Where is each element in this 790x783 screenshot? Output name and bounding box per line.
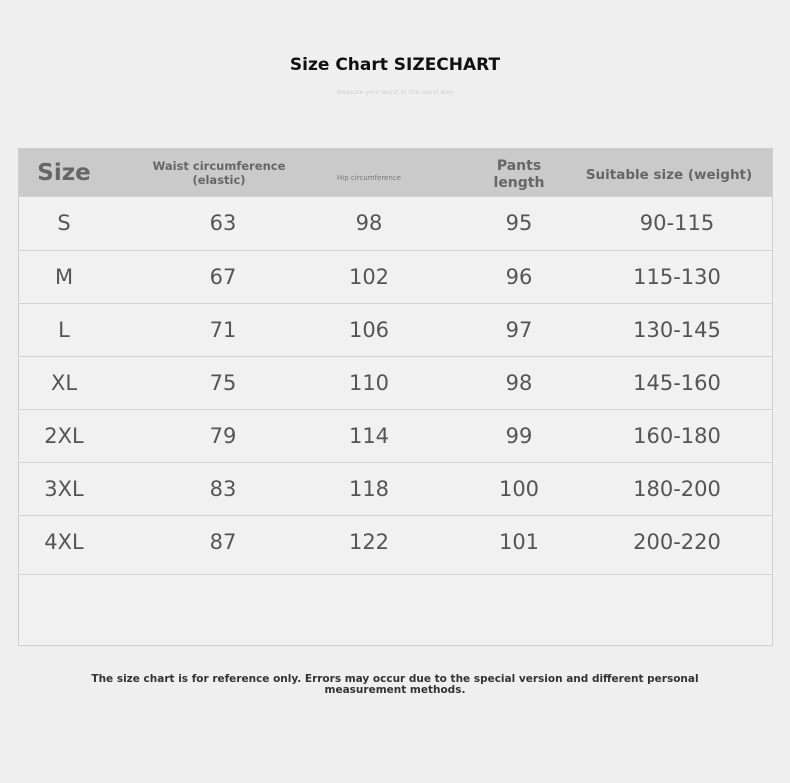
size-cell: XL (50, 371, 78, 395)
pants-length-cell: 97 (505, 318, 533, 342)
waist-cell: 67 (209, 265, 237, 289)
hip-cell: 110 (348, 371, 390, 395)
hip-cell: 98 (355, 211, 383, 235)
header-hip: Hip circumference (337, 173, 401, 182)
waist-cell: 83 (209, 477, 237, 501)
waist-cell: 87 (209, 530, 237, 554)
suitable-size-cell: 180-200 (633, 477, 721, 501)
size-cell: M (54, 265, 74, 289)
size-cell: S (57, 211, 71, 235)
hip-cell: 122 (348, 530, 390, 554)
pants-length-cell: 99 (505, 424, 533, 448)
size-cell: L (58, 318, 70, 342)
hip-cell: 114 (348, 424, 390, 448)
waist-cell: 71 (209, 318, 237, 342)
page-subtitle: Measure your waist in the usual way (336, 89, 454, 96)
waist-cell: 75 (209, 371, 237, 395)
size-cell: 4XL (44, 530, 84, 554)
header-suitable-size: Suitable size (weight) (585, 167, 753, 183)
size-cell: 3XL (44, 477, 84, 501)
suitable-size-cell: 145-160 (633, 371, 721, 395)
hip-cell: 102 (348, 265, 390, 289)
footnote: The size chart is for reference only. Errors may occur due to the special version and different personal measurement methods. (91, 673, 699, 696)
pants-length-cell: 100 (498, 477, 540, 501)
table-row (19, 250, 772, 303)
suitable-size-cell: 200-220 (633, 530, 721, 554)
table-row (19, 303, 772, 356)
hip-cell: 118 (348, 477, 390, 501)
table-row (19, 515, 772, 568)
waist-cell: 79 (209, 424, 237, 448)
size-chart-table (18, 148, 773, 646)
suitable-size-cell: 160-180 (633, 424, 721, 448)
pants-length-cell: 98 (505, 371, 533, 395)
pants-length-cell: 96 (505, 265, 533, 289)
table-header (19, 149, 772, 196)
table-row (19, 356, 772, 409)
header-waist: Waist circumference (elastic) (152, 158, 286, 187)
pants-length-cell: 95 (505, 211, 533, 235)
pants-length-cell: 101 (498, 530, 540, 554)
table-row (19, 196, 772, 249)
page-title: Size Chart SIZECHART (289, 55, 501, 75)
table-row (19, 462, 772, 515)
waist-cell: 63 (209, 211, 237, 235)
header-pants-length: Pants length (493, 158, 545, 191)
size-cell: 2XL (44, 424, 84, 448)
table-row (19, 409, 772, 462)
header-size: Size (37, 159, 91, 186)
hip-cell: 106 (348, 318, 390, 342)
empty-table-row (19, 574, 772, 645)
suitable-size-cell: 115-130 (633, 265, 721, 289)
suitable-size-cell: 90-115 (639, 211, 715, 235)
suitable-size-cell: 130-145 (633, 318, 721, 342)
